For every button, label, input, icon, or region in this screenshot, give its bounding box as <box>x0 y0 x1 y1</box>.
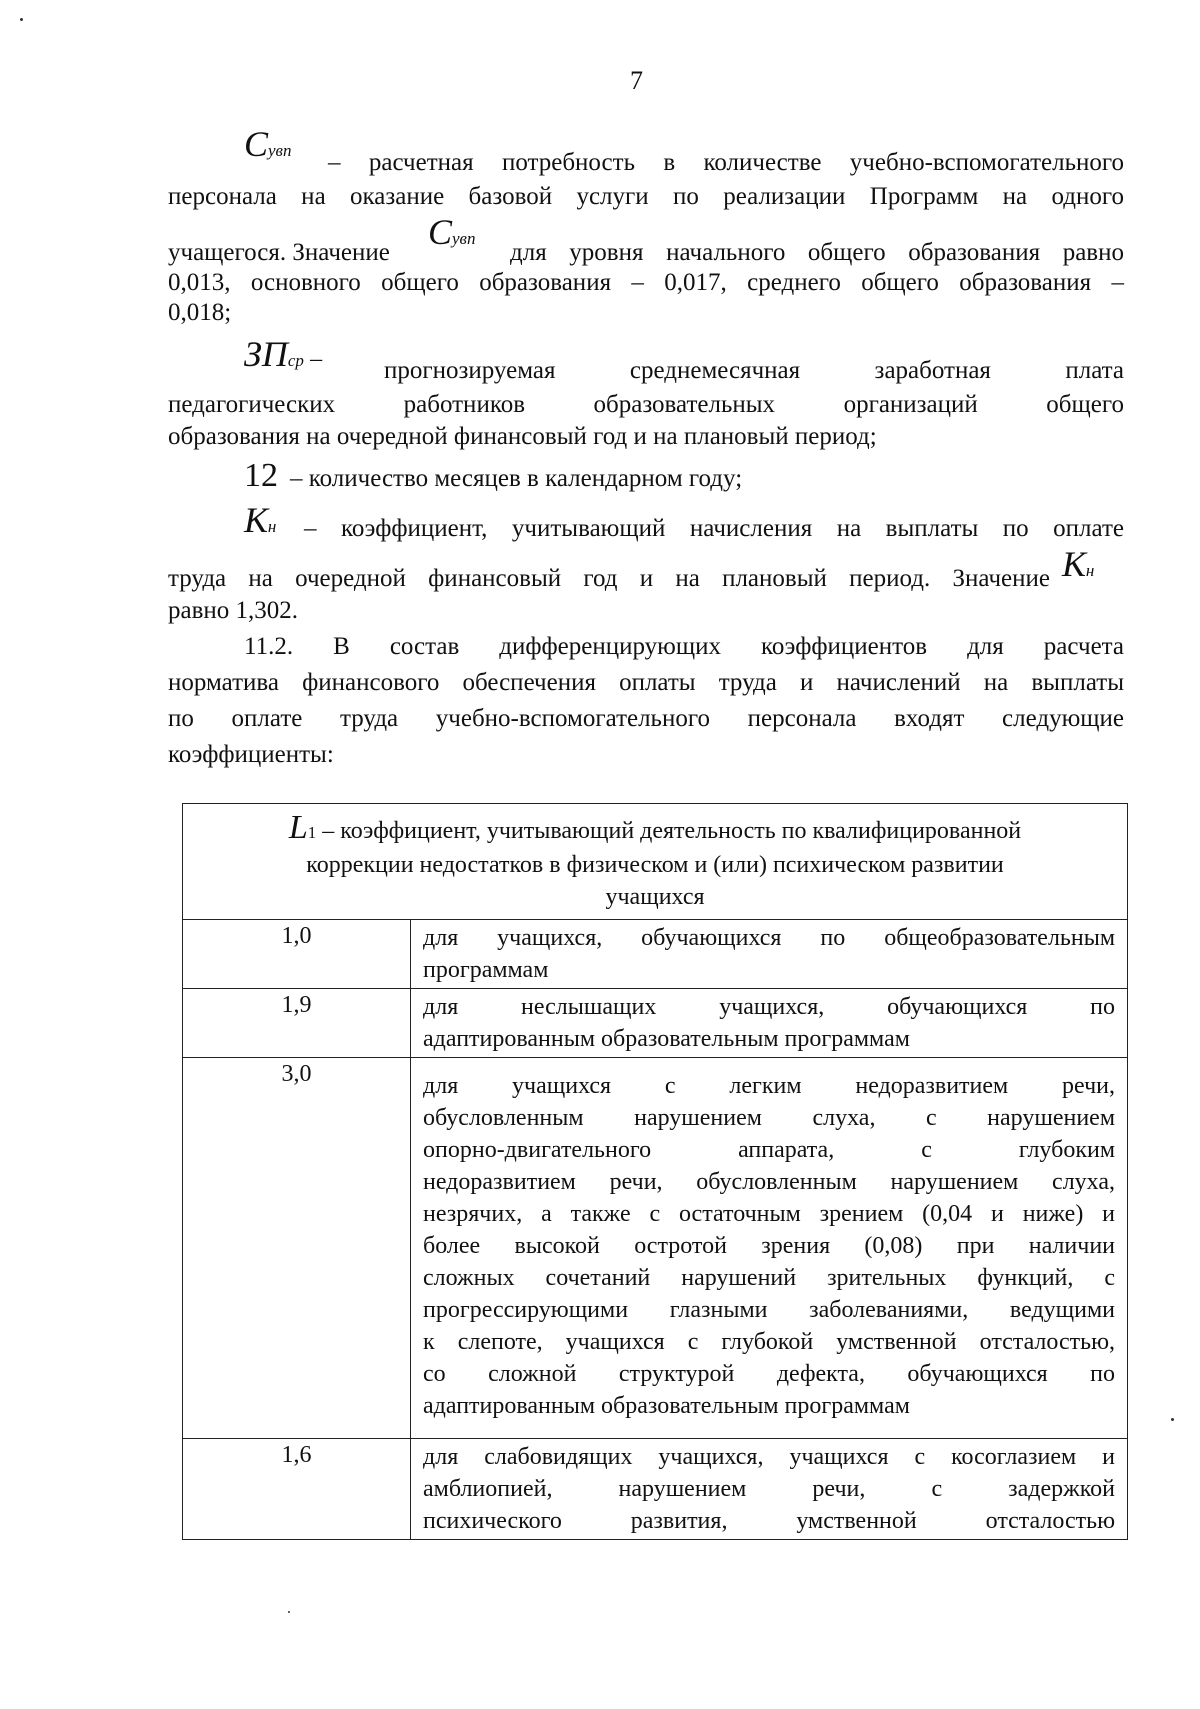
header-line-3: учащихся <box>605 884 705 910</box>
table-row <box>183 1439 1128 1540</box>
c-uvp-line-3a: учащегося. Значение <box>168 239 390 266</box>
header-line-2: коррекции недостатков в физическом и (или) психическом развитии <box>306 852 1004 878</box>
table-row <box>183 989 1128 1058</box>
coef-value: 3,0 <box>183 1058 411 1439</box>
coefficient-table <box>182 803 1128 1540</box>
table-header <box>183 804 1128 920</box>
section-11-2-line-2: норматива финансового обеспечения оплаты труда и начислений на выплаты <box>168 669 1124 696</box>
scan-speck <box>288 1611 290 1613</box>
zp-line-1: прогнозируемая среднемесячная заработная плата <box>384 357 1124 384</box>
zp-line-2: педагогических работников образовательных организаций общего <box>168 391 1124 418</box>
section-11-2-line-3: по оплате труда учебно-вспомогательного персонала входят следующие <box>168 705 1124 732</box>
kn-symbol: Кн <box>244 500 277 540</box>
section-11-2-line-4: коэффициенты: <box>168 741 334 768</box>
table-row <box>183 920 1128 989</box>
coef-description: для неслышащих учащихся, обучающихся по адаптированным образовательным программам <box>411 989 1128 1058</box>
months-text: – количество месяцев в календарном году; <box>290 465 743 492</box>
c-uvp-symbol: Сувп <box>244 124 292 164</box>
section-11-2-line-1: 11.2. В состав дифференцирующих коэффициентов для расчета <box>244 633 1124 660</box>
kn-line-2: труда на очередной финансовый год и на плановый период. Значение <box>168 565 1050 592</box>
coef-description: для слабовидящих учащихся, учащихся с косоглазием и амблиопией, нарушением речи, с задержкой психического развития, умственной отсталостью <box>411 1439 1128 1540</box>
l1-symbol: L1 <box>288 809 317 846</box>
kn-line-3: равно 1,302. <box>168 597 299 624</box>
scan-speck <box>20 18 23 21</box>
coef-description: для учащихся, обучающихся по общеобразовательным программам <box>411 920 1128 989</box>
c-uvp-symbol-inline: Сувп <box>428 212 476 252</box>
scan-speck <box>1171 1418 1174 1421</box>
header-line-1: – коэффициент, учитывающий деятельность по квалифицированной <box>322 818 1022 844</box>
table-row <box>183 1058 1128 1439</box>
table-header-row <box>183 804 1128 920</box>
kn-line-1: – коэффициент, учитывающий начисления на выплаты по оплате <box>304 515 1124 542</box>
kn-symbol-inline: Кн <box>1062 544 1095 584</box>
coef-value: 1,9 <box>183 989 411 1058</box>
c-uvp-line-2: персонала на оказание базовой услуги по реализации Программ на одного <box>168 183 1124 210</box>
c-uvp-line-1: – расчетная потребность в количестве учебно-вспомогательного <box>328 149 1124 176</box>
zp-symbol: ЗПср – <box>244 334 323 374</box>
months-symbol: 12 <box>244 457 278 494</box>
c-uvp-line-5: 0,018; <box>168 299 232 326</box>
zp-line-3: образования на очередной финансовый год и на плановый период; <box>168 423 877 450</box>
coef-value: 1,0 <box>183 920 411 989</box>
coef-value: 1,6 <box>183 1439 411 1540</box>
coef-description: для учащихся с легким недоразвитием речи, обусловленным нарушением слуха, с нарушением опорно-двигательного аппарата, с глубоким недоразвитием речи, обусловленным нарушением слуха, незрячих, а также с остаточным зрением (0,04 и ниже) и более высокой остротой зрения (0,08) при наличии сложных сочетаний нарушений зрительных функций, с прогрессирующими глазными заболеваниями, ведущими к слепоте, учащихся с глубокой умственной отсталостью, со сложной структурой дефекта, обучающихся по адаптированным образовательным программам <box>411 1058 1128 1439</box>
c-uvp-line-3b: для уровня начального общего образования равно <box>510 239 1124 266</box>
page-number: 7 <box>630 66 643 95</box>
c-uvp-line-4: 0,013, основного общего образования – 0,017, среднего общего образования – <box>168 269 1124 296</box>
